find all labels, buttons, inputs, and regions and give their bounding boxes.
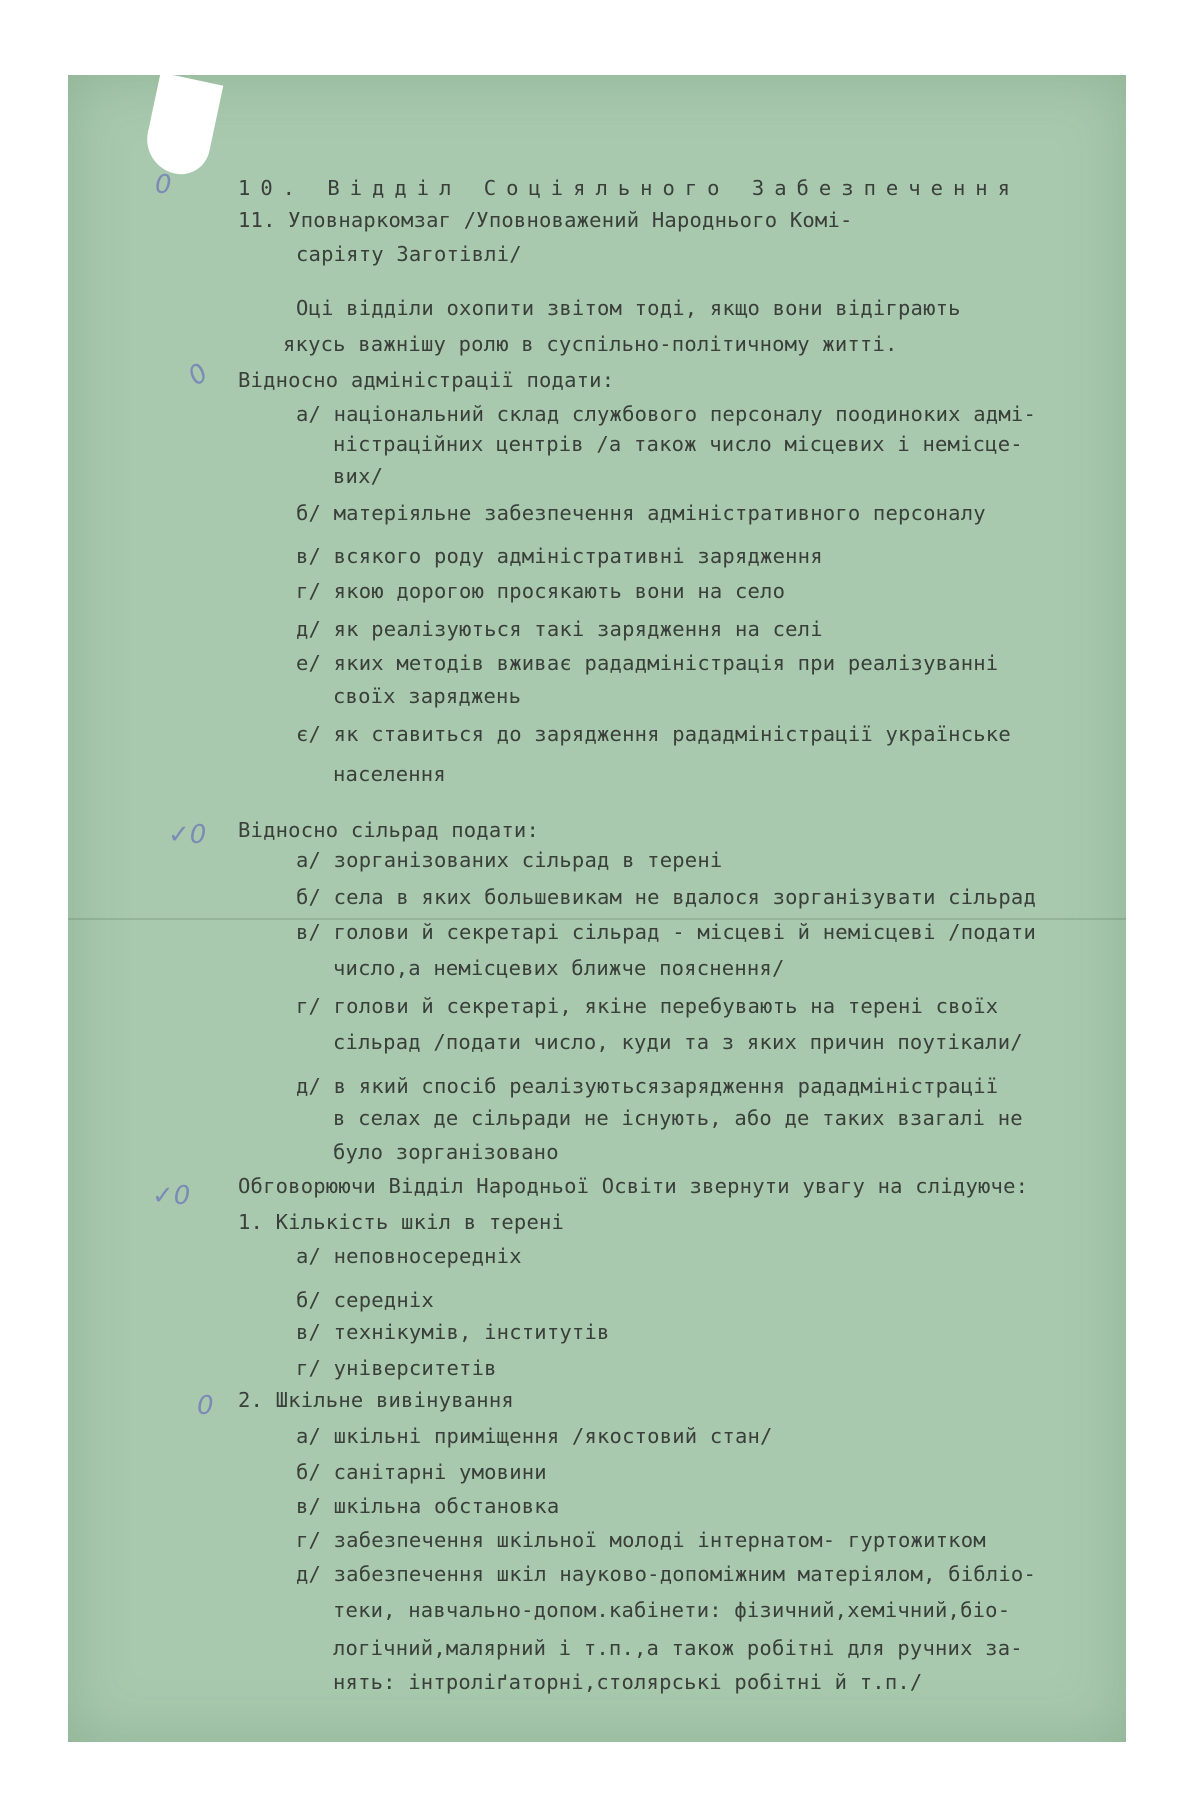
village-item: в селах де сільради не існують, або де таких взагалі не [333, 1106, 1023, 1130]
heading-11-cont: саріяту Заготівлі/ [296, 242, 522, 266]
supply-item: б/ санітарні умовини [296, 1460, 547, 1484]
heading-10: 10. Відділ Соціяльного Забезпечення [238, 176, 1020, 200]
admin-item: а/ національний склад службового персоналу поодиноких адмі- [296, 402, 1036, 426]
margin-mark: ✓0 [152, 1181, 191, 1211]
education-heading: Обговорюючи Відділ Народньої Освіти звернути увагу на слідуюче: [238, 1174, 1029, 1198]
admin-item: ністраційних центрів /а також число місцевих і немісце- [333, 432, 1023, 456]
margin-mark: 0 [197, 1391, 214, 1421]
margin-mark: ✓0 [168, 820, 207, 850]
admin-item: е/ яких методів вживає рададміністрація при реалізуванні [296, 651, 999, 675]
village-item: в/ голови й секретарі сільрад - місцеві й немісцеві /подати [296, 920, 1036, 944]
supply-item: нять: інтроліґаторні,столярські робітні й т.п./ [333, 1670, 923, 1694]
heading-11: 11. Уповнаркомзаг /Уповноважений Народнього Комі- [238, 208, 853, 232]
schools-item: в/ технікумів, інститутів [296, 1320, 610, 1344]
supply-item: г/ забезпечення шкільної молоді інтернатом- гуртожитком [296, 1528, 986, 1552]
village-item: число,а немісцевих ближче пояснення/ [333, 956, 785, 980]
village-item: г/ голови й секретарі, якіне перебувають на терені своїх [296, 994, 999, 1018]
supply-item: в/ шкільна обстановка [296, 1494, 560, 1518]
admin-item: в/ всякого роду адміністративні зарядження [296, 544, 823, 568]
supply-item: д/ забезпечення шкіл науково-допоміжним матеріялом, бібліо- [296, 1562, 1036, 1586]
village-heading: Відносно сільрад подати: [238, 818, 540, 842]
margin-mark: 0 [155, 170, 172, 200]
admin-item: населення [333, 762, 446, 786]
supply-item: теки, навчально-допом.кабінети: фізичний,хемічний,біо- [333, 1598, 1011, 1622]
village-item: а/ зорганізованих сільрад в терені [296, 848, 723, 872]
supply-item: а/ шкільні приміщення /якостовий стан/ [296, 1424, 773, 1448]
admin-item: вих/ [333, 464, 384, 488]
admin-item: д/ як реалізуються такі зарядження на селі [296, 617, 823, 641]
village-item: сільрад /подати число, куди та з яких причин поутікали/ [333, 1030, 1023, 1054]
village-item: було зорганізовано [333, 1140, 559, 1164]
village-item: д/ в який спосіб реалізуютьсязарядження рададміністрації [296, 1074, 999, 1098]
supply-item: логічний,малярний і т.п.,а також робітні для ручних за- [333, 1636, 1023, 1660]
admin-item: є/ як ставиться до зарядження рададміністрації українське [296, 722, 1011, 746]
admin-item: б/ матеріяльне забезпечення адміністративного персоналу [296, 501, 986, 525]
intro-line: Оці відділи охопити звітом тоді, якщо вони відіграють [296, 296, 961, 320]
schools-item: б/ середніх [296, 1288, 434, 1312]
village-item: б/ села в яких большевикам не вдалося зорганізувати сільрад [296, 885, 1036, 909]
schools-heading: 1. Кількість шкіл в терені [238, 1210, 565, 1234]
schools-item: г/ університетів [296, 1356, 497, 1380]
supply-heading: 2. Шкільне вивінування [238, 1388, 514, 1412]
margin-mark: 0 [182, 357, 214, 393]
schools-item: а/ неповносередніх [296, 1244, 522, 1268]
admin-heading: Відносно адміністрації подати: [238, 368, 615, 392]
intro-line: якусь важнішу ролю в суспільно-політичному житті. [283, 332, 898, 356]
admin-item: своїх заряджень [333, 684, 522, 708]
admin-item: г/ якою дорогою просякають вони на село [296, 579, 786, 603]
